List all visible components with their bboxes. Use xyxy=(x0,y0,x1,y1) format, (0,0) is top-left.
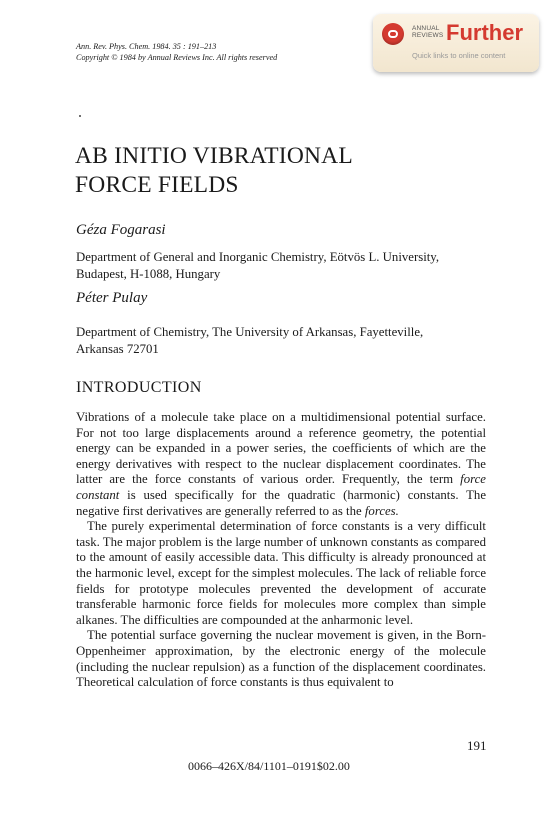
footer-code: 0066–426X/84/1101–0191$02.00 xyxy=(188,759,350,773)
affiliation-line: Department of Chemistry, The University of Arkansas, Fayetteville, xyxy=(76,325,424,339)
annual-reviews-logo-icon xyxy=(382,23,404,45)
paragraph: The purely experimental determination of force constants is a very difficult task. The major problem is the large number of unknown constants as compared to the amount of easily accessible data. This difficulty is already pronounced at the harmonic level, except for the simplest molecules. The lack of reliable force fields for prototype molecules prevented the development of accurate transferable harmonic force fields for molecules more complex than simple alkanes. The difficulties are compounded at the anharmonic level. xyxy=(76,519,486,627)
article-title-line1: AB INITIO VIBRATIONAL xyxy=(75,143,353,169)
paragraph: The potential surface governing the nuclear movement is given, in the Born-Oppenheimer approximation, by the electronic energy of the molecule (including the nuclear repulsion) as a function of the displacement coordinates. Theoretical calculation of force constants is thus equivalent to xyxy=(76,628,486,690)
badge-reviews-label: REVIEWS xyxy=(412,32,444,39)
author-affiliation xyxy=(76,324,496,358)
journal-citation-line2: Copyright © 1984 by Annual Reviews Inc. All rights reserved xyxy=(76,52,278,62)
article-title-line2: FORCE FIELDS xyxy=(75,172,239,198)
page-number: 191 xyxy=(467,738,487,753)
article-body xyxy=(76,410,486,691)
paragraph xyxy=(76,410,486,519)
paragraph-text: Vibrations of a molecule take place on a multidimensional potential surface. For not too large displacements around a reference geometry, the potential energy can be expanded in a power series, the coefficients of which are the energy derivatives with respect to the nuclear displacement coordinates. The latter are the force constants of various order. Frequently, the term xyxy=(76,410,486,487)
journal-citation xyxy=(76,42,277,63)
affiliation-line: Arkansas 72701 xyxy=(76,342,159,356)
affiliation-line: Department of General and Inorganic Chemistry, Eötvös L. University, xyxy=(76,250,440,264)
stray-mark xyxy=(79,115,81,117)
badge-subtitle: Quick links to online content xyxy=(412,51,506,60)
author-affiliation xyxy=(76,249,496,283)
emphasis-text: force constant xyxy=(76,472,486,502)
affiliation-line: Budapest, H-1088, Hungary xyxy=(76,267,221,281)
author-name: Géza Fogarasi xyxy=(76,222,166,238)
section-heading: INTRODUCTION xyxy=(76,379,202,396)
author-name: Péter Pulay xyxy=(76,290,148,306)
badge-annual-label: ANNUAL xyxy=(412,25,440,32)
article-title xyxy=(75,142,353,200)
badge-further-label: Further xyxy=(446,20,523,45)
badge-publisher xyxy=(412,25,443,39)
further-badge[interactable] xyxy=(373,14,539,72)
journal-citation-line1: Ann. Rev. Phys. Chem. 1984. 35 : 191–213 xyxy=(76,42,217,51)
emphasis-text: forces. xyxy=(364,503,399,518)
paragraph-text: is used specifically for the quadratic (harmonic) constants. The negative first derivatives are generally referred to as the xyxy=(76,487,486,518)
